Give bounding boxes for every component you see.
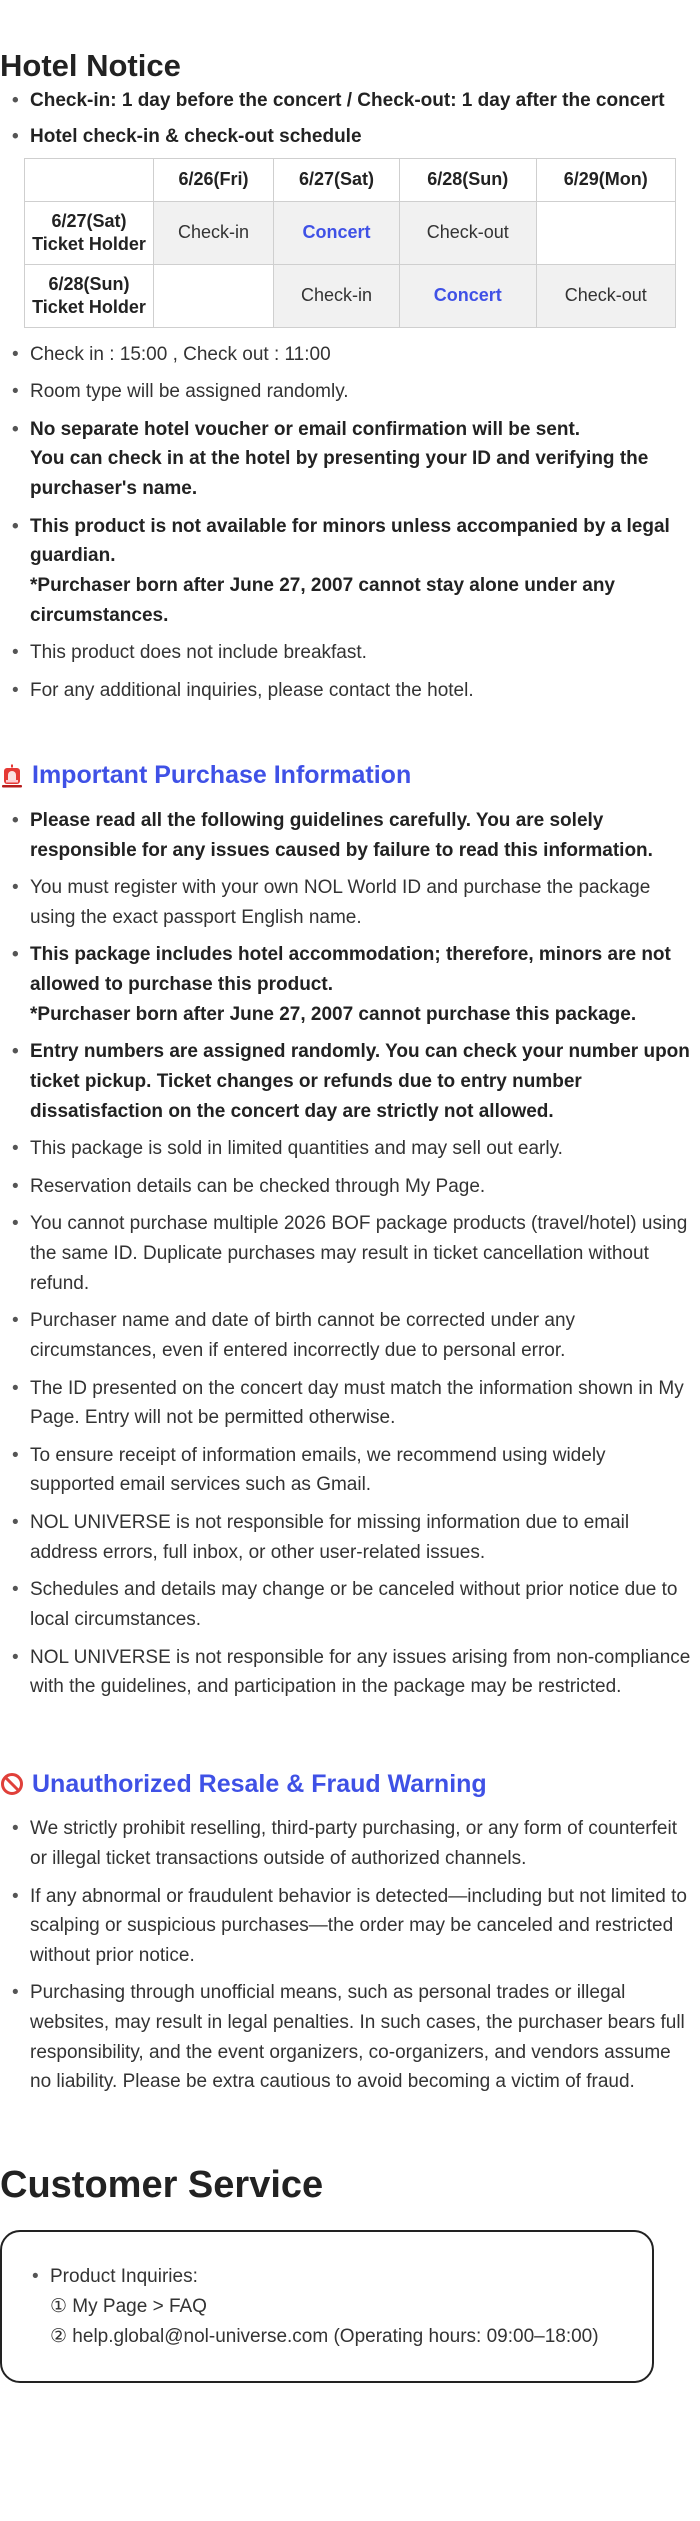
customer-service-list <box>22 2262 632 2351</box>
schedule-cell-checkout: Check-out <box>400 201 537 264</box>
inquiries-item: • For any additional inquiries, please contact the hotel. <box>12 676 694 706</box>
fraud-item: • We strictly prohibit reselling, third-party purchasing, or any form of counterfeit or illegal ticket transactions outside of authorized channels. <box>12 1814 694 1873</box>
customer-service-box <box>0 2230 654 2383</box>
guideline-item: • NOL UNIVERSE is not responsible for missing information due to email address errors, full inbox, or other user-related issues. <box>12 1508 694 1567</box>
schedule-cell-checkin: Check-in <box>154 201 274 264</box>
purchase-info-title: Important Purchase Information <box>32 761 412 790</box>
minors-line1: • This product is not available for minors unless accompanied by a legal guardian. <box>30 515 670 567</box>
schedule-header-cell: 6/29(Mon) <box>536 158 676 201</box>
schedule-table <box>24 158 676 328</box>
minors-item <box>12 512 694 631</box>
schedule-cell-empty <box>536 201 676 264</box>
schedule-cell-concert: Concert <box>273 201 399 264</box>
schedule-cell-checkout: Check-out <box>536 264 676 327</box>
fraud-warning-section <box>0 1768 700 2097</box>
guideline-item <box>12 940 694 1029</box>
voucher-item <box>12 415 694 504</box>
schedule-cell-empty <box>154 264 274 327</box>
purchase-info-heading <box>0 759 700 792</box>
guideline-item: • Please read all the following guidelines carefully. You are solely responsible for any issues caused by failure to read this information. <box>12 806 694 865</box>
schedule-header-cell: 6/28(Sun) <box>400 158 537 201</box>
guideline-item: • Purchaser name and date of birth cannot be corrected under any circumstances, even if entered incorrectly due to personal error. <box>12 1306 694 1365</box>
schedule-row-label <box>25 264 154 327</box>
breakfast-item: • This product does not include breakfast. <box>12 638 694 668</box>
fraud-item: • If any abnormal or fraudulent behavior is detected—including but not limited to scalping or suspicious purchases—the order may be canceled and restricted without prior notice. <box>12 1882 694 1971</box>
fraud-warning-heading <box>0 1768 700 1801</box>
row-label-date: 6/27(Sat) <box>51 211 127 232</box>
fraud-warning-title: Unauthorized Resale & Fraud Warning <box>32 1769 487 1798</box>
siren-icon <box>0 764 24 788</box>
guideline-item: • NOL UNIVERSE is not responsible for any issues arising from non-compliance with the guidelines, and participation in the package may be restricted. <box>12 1643 694 1702</box>
guideline-line1: • This package includes hotel accommodation; therefore, minors are not allowed to purchase this product. <box>30 944 671 996</box>
guideline-item: • This package is sold in limited quantities and may sell out early. <box>12 1134 694 1164</box>
hotel-notice-section <box>0 0 700 705</box>
schedule-row-label <box>25 201 154 264</box>
guideline-line2: *Purchaser born after June 27, 2007 cannot purchase this package. <box>30 1003 637 1025</box>
room-type-item: • Room type will be assigned randomly. <box>12 377 694 407</box>
guideline-item: • Reservation details can be checked through My Page. <box>12 1172 694 1202</box>
schedule-header-cell: 6/27(Sat) <box>273 158 399 201</box>
checkin-rule-item: • Check-in: 1 day before the concert / Check-out: 1 day after the concert <box>12 86 694 116</box>
schedule-header-cell: 6/26(Fri) <box>154 158 274 201</box>
guideline-item: • Schedules and details may change or be canceled without prior notice due to local circumstances. <box>12 1575 694 1634</box>
voucher-line2: You can check in at the hotel by presenting your ID and verifying the purchaser's name. <box>30 448 649 500</box>
prohibited-icon <box>0 1772 24 1796</box>
row-label-holder: Ticket Holder <box>32 233 146 254</box>
row-label-date: 6/28(Sun) <box>48 274 130 295</box>
checkin-time-item: • Check in : 15:00 , Check out : 11:00 <box>12 340 694 370</box>
product-inquiries-label: • Product Inquiries: <box>50 2266 198 2288</box>
hotel-notice-details <box>0 340 700 706</box>
fraud-item: • Purchasing through unofficial means, such as personal trades or illegal websites, may result in legal penalties. In such cases, the purchaser bears full responsibility, and the event organizers, co-organizers, and vendors assume no liability. Please be extra cautious to avoid becoming a victim of fraud. <box>12 1978 694 2097</box>
minors-line2: *Purchaser born after June 27, 2007 cannot stay alone under any circumstances. <box>30 574 615 626</box>
faq-line[interactable]: ① My Page > FAQ <box>50 2295 207 2317</box>
guideline-item: • Entry numbers are assigned randomly. You can check your number upon ticket pickup. Ticket changes or refunds due to entry number dissatisfaction on the concert day are strictly not allowed. <box>12 1037 694 1126</box>
hotel-notice-list <box>0 86 700 151</box>
purchase-info-list <box>0 806 700 1702</box>
guideline-item: • You must register with your own NOL World ID and purchase the package using the exact passport English name. <box>12 873 694 932</box>
fraud-warning-list <box>0 1814 700 2097</box>
schedule-header-blank <box>25 158 154 201</box>
schedule-cell-checkin: Check-in <box>273 264 399 327</box>
purchase-info-section <box>0 759 700 1701</box>
schedule-label-item: • Hotel check-in & check-out schedule <box>12 122 694 152</box>
customer-service-title: Customer Service <box>0 2163 324 2206</box>
hotel-notice-title: Hotel Notice <box>0 48 181 83</box>
customer-service-section <box>0 2161 700 2383</box>
schedule-row-sun <box>25 264 676 327</box>
schedule-row-sat <box>25 201 676 264</box>
support-email-line[interactable]: ② help.global@nol-universe.com (Operating hours: 09:00–18:00) <box>50 2325 599 2347</box>
schedule-cell-concert: Concert <box>400 264 537 327</box>
guideline-item: • You cannot purchase multiple 2026 BOF package products (travel/hotel) using the same ID. Duplicate purchases may result in ticket cancellation without refund. <box>12 1209 694 1298</box>
schedule-header-row <box>25 158 676 201</box>
guideline-item: • To ensure receipt of information emails, we recommend using widely supported email services such as Gmail. <box>12 1441 694 1500</box>
row-label-holder: Ticket Holder <box>32 296 146 317</box>
product-inquiries-item <box>32 2262 626 2351</box>
voucher-line1: • No separate hotel voucher or email confirmation will be sent. <box>30 418 581 440</box>
guideline-item: • The ID presented on the concert day must match the information shown in My Page. Entry will not be permitted otherwise. <box>12 1374 694 1433</box>
